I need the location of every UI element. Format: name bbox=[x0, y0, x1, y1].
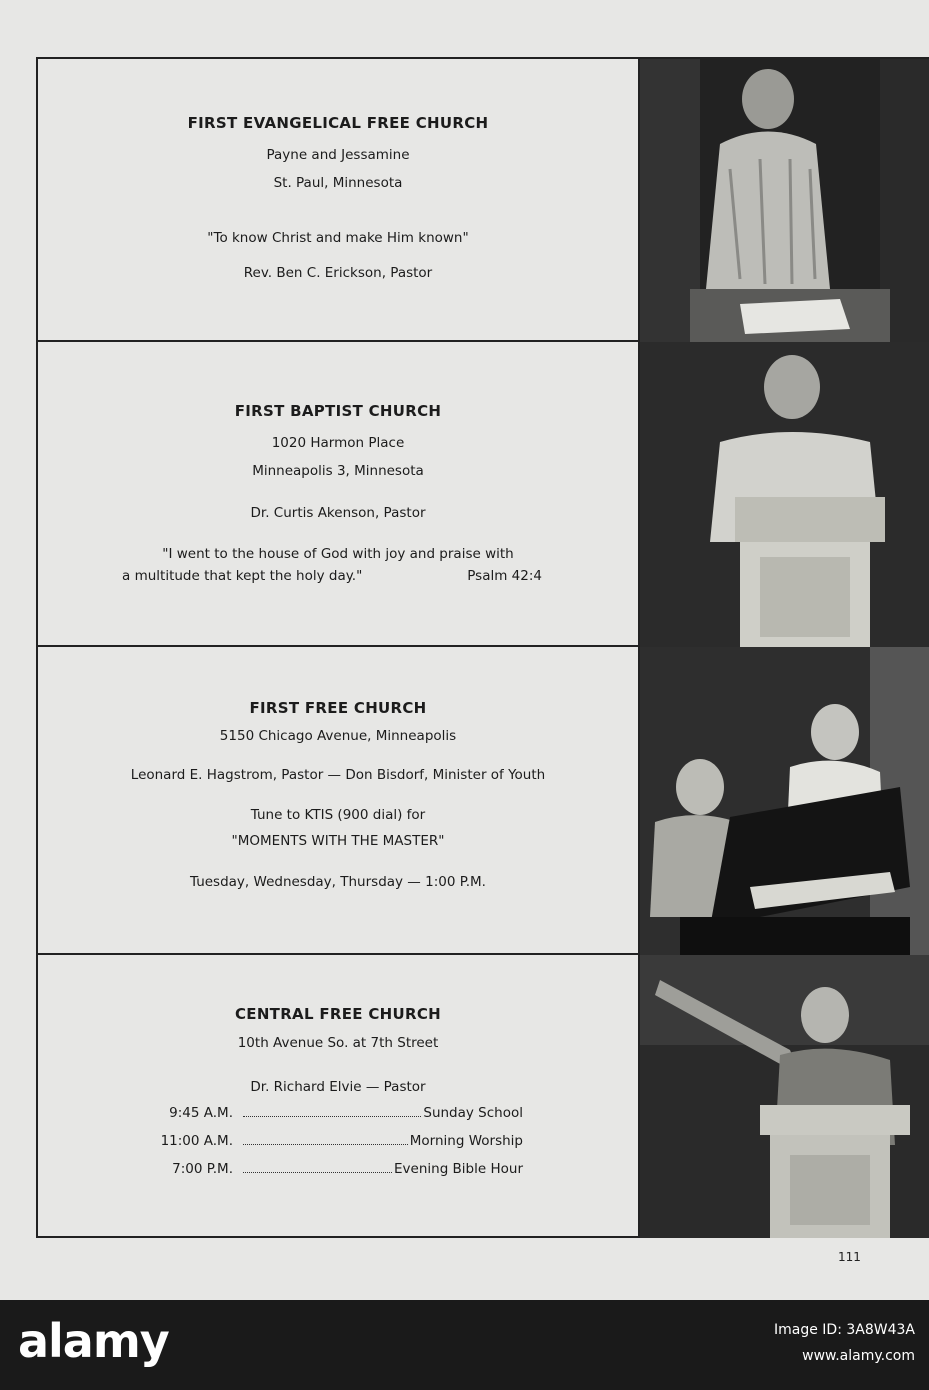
schedule-row bbox=[133, 1105, 523, 1133]
church-address: 10th Avenue So. at 7th Street bbox=[237, 1035, 439, 1051]
church-title: FIRST BAPTIST CHURCH bbox=[234, 402, 442, 420]
page-number: 111 bbox=[838, 1250, 861, 1264]
church-pastor: Dr. Richard Elvie — Pastor bbox=[250, 1079, 426, 1095]
watermark-image-id: Image ID: 3A8W43A bbox=[774, 1322, 915, 1338]
schedule-row bbox=[133, 1161, 523, 1189]
church-quote-line1: "I went to the house of God with joy and praise with bbox=[162, 546, 514, 562]
service-event: Sunday School bbox=[423, 1105, 523, 1121]
radio-program-name: "MOMENTS WITH THE MASTER" bbox=[231, 833, 445, 849]
photo-student-reading bbox=[638, 59, 929, 342]
leader-dots bbox=[243, 1172, 392, 1173]
photo-students-at-piano bbox=[638, 647, 929, 955]
church-address-street: Payne and Jessamine bbox=[266, 147, 410, 163]
schedule-row bbox=[133, 1133, 523, 1161]
church-address-street: 1020 Harmon Place bbox=[271, 435, 405, 451]
church-title: FIRST FREE CHURCH bbox=[249, 699, 427, 717]
radio-tune-in: Tune to KTIS (900 dial) for bbox=[250, 807, 426, 823]
church-section-first-baptist bbox=[38, 342, 638, 647]
service-schedule bbox=[133, 1105, 523, 1189]
radio-schedule: Tuesday, Wednesday, Thursday — 1:00 P.M. bbox=[190, 874, 486, 890]
church-quote-text: a multitude that kept the holy day." bbox=[122, 568, 363, 584]
leader-dots bbox=[243, 1116, 421, 1117]
church-address: 5150 Chicago Avenue, Minneapolis bbox=[219, 728, 457, 744]
church-section-first-free bbox=[38, 647, 638, 955]
church-motto: "To know Christ and make Him known" bbox=[207, 230, 469, 246]
service-event: Evening Bible Hour bbox=[394, 1161, 523, 1177]
watermark-site: www.alamy.com bbox=[802, 1348, 915, 1364]
church-address-city: St. Paul, Minnesota bbox=[273, 175, 403, 191]
watermark-brand: alamy bbox=[18, 1314, 169, 1368]
service-event: Morning Worship bbox=[409, 1133, 523, 1149]
church-staff: Leonard E. Hagstrom, Pastor — Don Bisdorf, Minister of Youth bbox=[130, 767, 546, 783]
church-section-central-free bbox=[38, 955, 638, 1238]
leader-dots bbox=[243, 1144, 408, 1145]
church-address-city: Minneapolis 3, Minnesota bbox=[252, 463, 424, 479]
church-title: CENTRAL FREE CHURCH bbox=[234, 1005, 442, 1023]
church-title: FIRST EVANGELICAL FREE CHURCH bbox=[187, 114, 489, 132]
church-pastor: Dr. Curtis Akenson, Pastor bbox=[250, 505, 426, 521]
service-time: 9:45 A.M. bbox=[169, 1105, 233, 1121]
service-time: 11:00 A.M. bbox=[160, 1133, 233, 1149]
church-pastor: Rev. Ben C. Erickson, Pastor bbox=[243, 265, 433, 281]
church-listing-frame bbox=[36, 57, 929, 1238]
photo-student-pointing bbox=[638, 955, 929, 1238]
service-time: 7:00 P.M. bbox=[172, 1161, 233, 1177]
watermark-strip bbox=[0, 1300, 929, 1390]
church-quote-reference: Psalm 42:4 bbox=[467, 568, 542, 584]
church-quote-line2 bbox=[122, 568, 542, 584]
church-section-first-evangelical-free bbox=[38, 59, 638, 342]
photo-student-at-pulpit bbox=[638, 342, 929, 647]
